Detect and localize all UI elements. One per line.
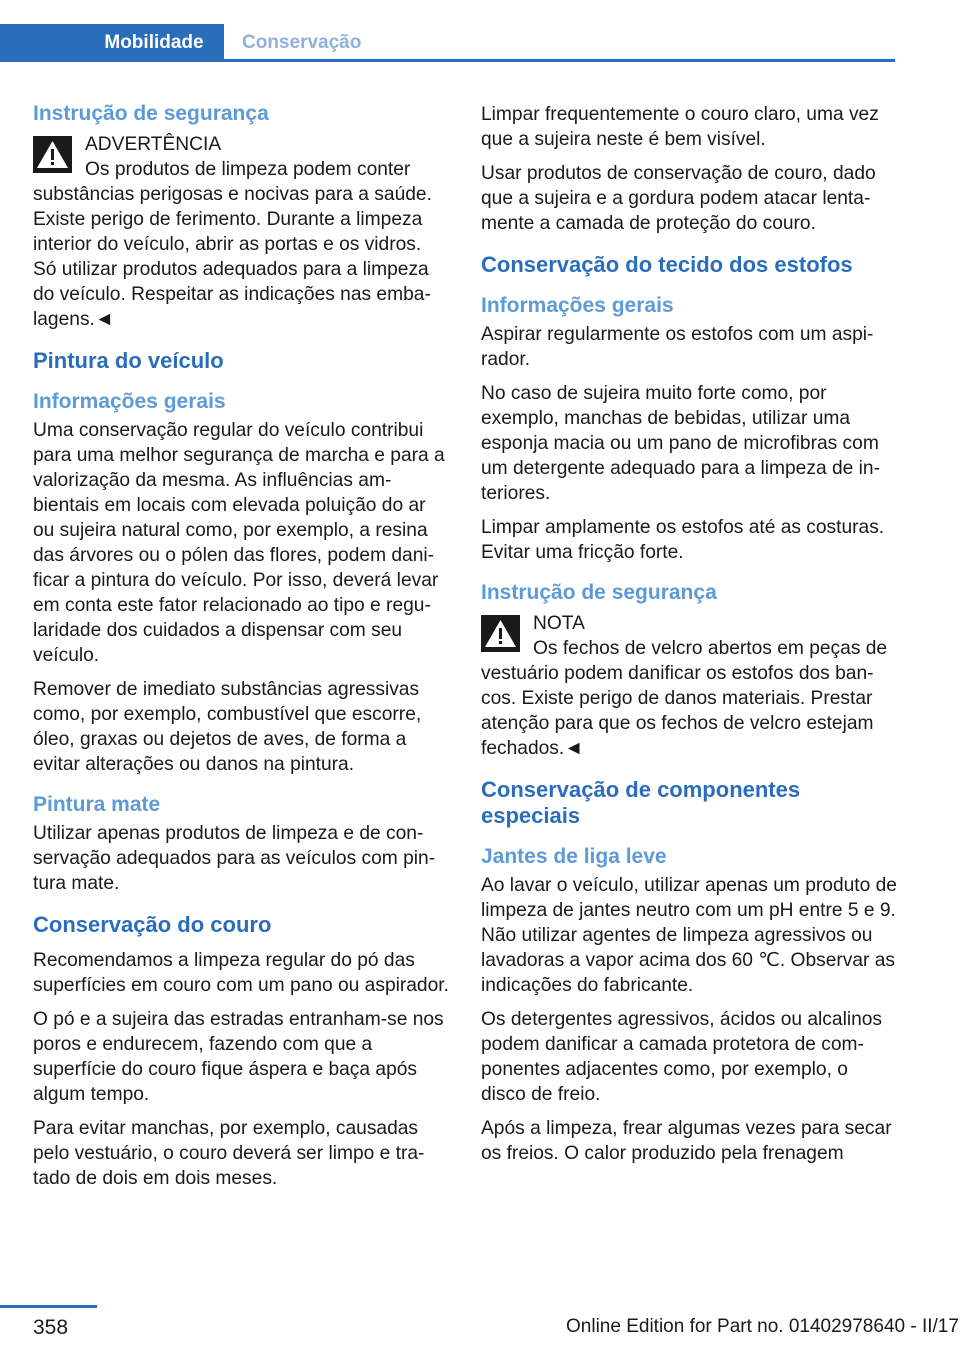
heading-matte-paint: Pintura mate xyxy=(33,793,161,816)
paragraph: No caso de sujeira muito forte como, por exemplo, manchas de bebidas, utilizar uma esponja macia ou um pano de microfibras com um detergente adequado para a limpeza de interiores. xyxy=(481,383,880,504)
warning-triangle-icon xyxy=(33,136,72,173)
paragraph: Para evitar manchas, por exemplo, causadas pelo vestuário, o couro deverá ser limpo e tratado de dois em dois meses. xyxy=(33,1118,425,1189)
section-tabs xyxy=(0,24,895,62)
warning-label: ADVERTÊNCIA xyxy=(85,134,222,155)
paragraph: Os detergentes agressivos, ácidos ou alcalinos podem danificar a camada protetora de componentes adjacentes como, por exemplo, o disco de freio. xyxy=(481,1009,883,1105)
note-text: vestuário podem danificar os estofos dos bancos. Existe perigo de danos materiais. Prestar atenção para que os fechos de velcro estejam fechados.◄ xyxy=(481,663,874,759)
paragraph: O pó e a sujeira das estradas entranham-se nos poros e endurecem, fazendo com que a superfície do couro fique áspera e baça após algum tempo. xyxy=(33,1009,444,1105)
heading-safety-instruction: Instrução de segurança xyxy=(481,581,717,604)
note-label: NOTA xyxy=(533,613,585,634)
heading-general-info: Informações gerais xyxy=(33,390,226,413)
heading-special-components: Conservação de componentes especiais xyxy=(481,777,801,828)
tab-conservacao[interactable]: Conservação xyxy=(242,32,362,53)
note-text-first-line: Os fechos de velcro abertos em peças de xyxy=(533,638,888,659)
heading-fabric-care: Conservação do tecido dos estofos xyxy=(481,252,853,277)
paragraph: Limpar frequentemente o couro claro, uma vez que a sujeira neste é bem visível. xyxy=(481,104,879,150)
heading-general-info: Informações gerais xyxy=(481,294,674,317)
heading-alloy-wheels: Jantes de liga leve xyxy=(481,845,667,868)
warning-text: substâncias perigosas e nocivas para a saúde. Existe perigo de ferimento. Durante a limpeza interior do veículo, abrir as portas e os vidros. Só utilizar produtos adequados para a limpeza do veículo. Respeitar as indicações nas embalagens.◄ xyxy=(33,184,432,330)
edition-note: Online Edition for Part no. 01402978640 - II/17 xyxy=(566,1316,959,1337)
warning-text-first-line: Os produtos de limpeza podem conter xyxy=(85,159,411,180)
paragraph: Recomendamos a limpeza regular do pó das superfícies em couro com um pano ou aspirador. xyxy=(33,950,449,996)
paragraph: Ao lavar o veículo, utilizar apenas um produto de limpeza de jantes neutro com um pH entre 5 e 9. Não utilizar agentes de limpeza agressivos ou lavadoras a vapor acima dos 60 ℃. Observar as indicações do fabricante. xyxy=(481,875,897,996)
heading-vehicle-paint: Pintura do veículo xyxy=(33,348,224,373)
paragraph: Após a limpeza, frear algumas vezes para secar os freios. O calor produzido pela frenagem xyxy=(481,1118,892,1164)
paragraph: Remover de imediato substâncias agressivas como, por exemplo, combustível que escorre, óleo, graxas ou dejetos de aves, de forma a evitar alterações ou danos na pintura. xyxy=(33,679,422,775)
warning-block xyxy=(33,132,449,332)
footer-rule xyxy=(0,1305,97,1308)
left-column xyxy=(33,100,449,1200)
paragraph: Usar produtos de conservação de couro, dado que a sujeira e a gordura podem atacar lentamente a camada de proteção do couro. xyxy=(481,163,876,234)
paragraph: Uma conservação regular do veículo contribui para uma melhor segurança de marcha e para a valorização da mesma. As influências ambientais em locais com elevada poluição do ar ou sujeira natural como, por exemplo, a resina das árvores ou o pólen das flores, podem danificar a pintura do veículo. Por isso, deverá levar em conta este fator relacionado ao tipo e regularidade dos cuidados a dispensar com seu veículo. xyxy=(33,420,445,666)
tab-mobilidade[interactable]: Mobilidade xyxy=(0,24,224,62)
page-number: 358 xyxy=(33,1316,69,1339)
note-block xyxy=(481,611,897,761)
warning-triangle-icon xyxy=(481,615,520,652)
right-column xyxy=(481,100,897,1175)
paragraph: Utilizar apenas produtos de limpeza e de conservação adequados para as veículos com pintura mate. xyxy=(33,823,436,894)
heading-safety-instruction: Instrução de segurança xyxy=(33,102,269,125)
tab-underline xyxy=(224,59,895,62)
paragraph: Aspirar regularmente os estofos com um aspirador. xyxy=(481,324,874,370)
paragraph: Limpar amplamente os estofos até as costuras. Evitar uma fricção forte. xyxy=(481,517,885,563)
heading-leather-care: Conservação do couro xyxy=(33,912,272,937)
